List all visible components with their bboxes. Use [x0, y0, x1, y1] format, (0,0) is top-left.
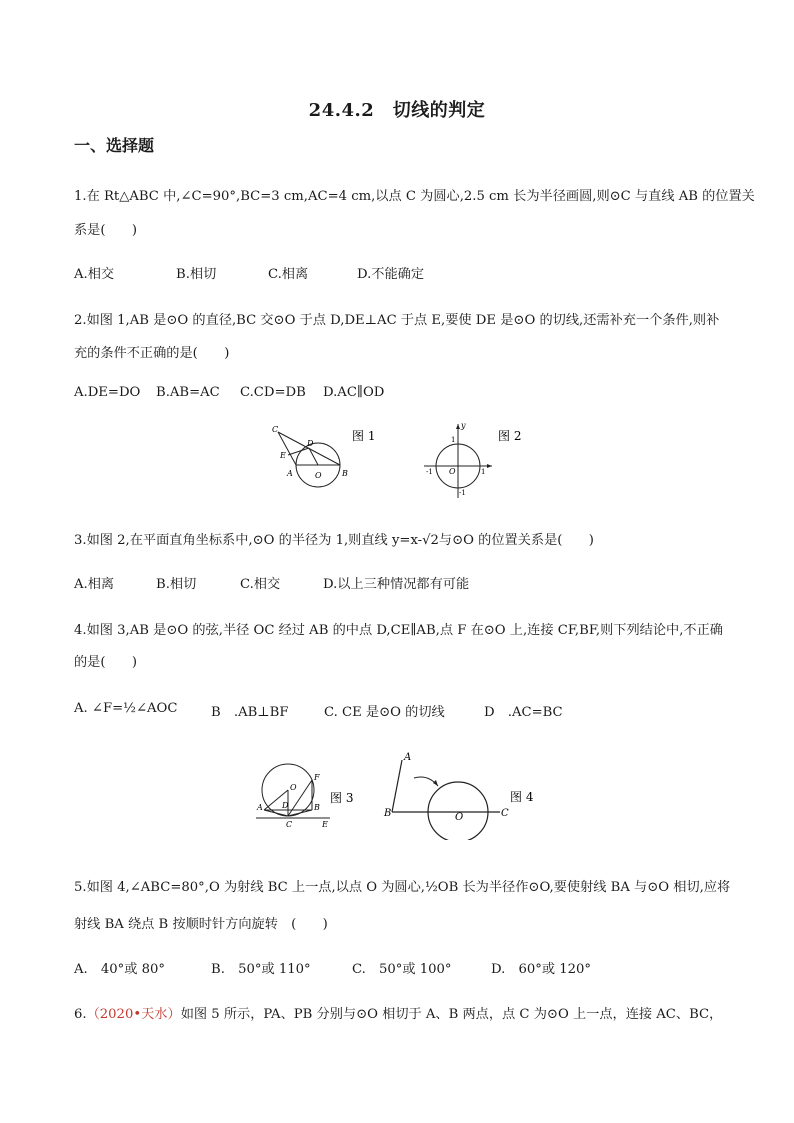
fig4-point-a: A	[404, 752, 412, 763]
fig3-point-o: O	[290, 783, 297, 792]
q4-options	[0, 701, 794, 721]
q5-option-d: D. 60°或 120°	[491, 962, 592, 977]
fig3-point-c: C	[286, 820, 293, 829]
fig3-point-d: D	[282, 801, 289, 810]
figure-4	[380, 750, 550, 840]
fig2-tick-bottom: -1	[459, 489, 466, 497]
q3-option-b: B.相切	[156, 577, 197, 592]
fig1-point-a: A	[287, 469, 293, 478]
fig4-point-b: B	[384, 808, 392, 819]
q3-line1: 3.如图 2,在平面直角坐标系中,⊙O 的半径为 1,则直线 y=x-√2与⊙O 的位置关系是( )	[74, 533, 594, 548]
fig2-tick-top: 1	[451, 436, 456, 444]
q1-option-b: B.相切	[176, 267, 217, 282]
q1-option-d: D.不能确定	[357, 267, 425, 282]
q6-line1	[74, 1003, 722, 1022]
fig1-point-e: E	[280, 451, 286, 460]
q1-options	[0, 263, 794, 283]
q4-option-d: D .AC=BC	[484, 705, 563, 720]
q5-options	[0, 958, 794, 978]
fig2-label: 图 2	[498, 429, 522, 443]
q3-options	[0, 573, 794, 593]
q4-option-a: A. ∠F=½∠AOC	[74, 701, 178, 716]
q1-option-c: C.相离	[268, 267, 309, 282]
fig3-point-b: B	[314, 803, 320, 812]
figure-1	[268, 420, 378, 490]
q5-option-b: B. 50°或 110°	[211, 962, 311, 977]
fig1-label: 图 1	[352, 429, 376, 443]
fig2-origin: O	[449, 467, 456, 476]
figure-3	[252, 760, 362, 830]
q2-option-d: D.AC∥OD	[323, 385, 385, 400]
figure-2	[420, 418, 530, 500]
q6-source: （2020•天水）	[86, 1007, 181, 1022]
fig1-point-b: B	[342, 469, 348, 478]
q2-option-b: B.AB=AC	[156, 385, 220, 400]
q4-option-c: C. CE 是⊙O 的切线	[324, 705, 445, 720]
q2-option-a: A.DE=DO	[74, 385, 141, 400]
q2-line2: 充的条件不正确的是( )	[74, 346, 230, 361]
fig4-label: 图 4	[510, 790, 534, 804]
q4-option-b: B .AB⊥BF	[211, 705, 289, 720]
q3-option-c: C.相交	[240, 577, 281, 592]
q5-option-a: A. 40°或 80°	[74, 962, 166, 977]
fig4-point-c: C	[501, 808, 509, 819]
q1-option-a: A.相交	[74, 267, 115, 282]
fig3-label: 图 3	[330, 791, 354, 805]
fig1-point-d: D	[307, 439, 314, 448]
q5-line2: 射线 BA 绕点 B 按顺时针方向旋转 ( )	[74, 917, 328, 932]
fig1-point-o: O	[315, 471, 322, 480]
q4-line1: 4.如图 3,AB 是⊙O 的弦,半径 OC 经过 AB 的中点 D,CE∥AB,点 F 在⊙O 上,连接 CF,BF,则下列结论中,不正确	[74, 623, 723, 638]
page-title: 24.4.2 切线的判定	[308, 100, 486, 121]
q6-text: 如图 5 所示，PA、PB 分别与⊙O 相切于 A、B 两点，点 C 为⊙O 上一点，连接 AC、BC，	[180, 1007, 723, 1022]
q1-line1: 1.在 Rt△ABC 中,∠C=90°,BC=3 cm,AC=4 cm,以点 C 为圆心,2.5 cm 长为半径画圆,则⊙C 与直线 AB 的位置关	[74, 189, 755, 204]
q2-option-c: C.CD=DB	[240, 385, 306, 400]
section-heading: 一、选择题	[74, 136, 155, 155]
fig3-point-f: F	[314, 773, 320, 782]
q4-line2: 的是( )	[74, 655, 138, 670]
fig1-point-c: C	[272, 425, 279, 434]
q6-number: 6.	[74, 1007, 87, 1022]
q2-line1: 2.如图 1,AB 是⊙O 的直径,BC 交⊙O 于点 D,DE⊥AC 于点 E,要使 DE 是⊙O 的切线,还需补充一个条件,则补	[74, 313, 720, 328]
fig3-point-a: A	[257, 803, 263, 812]
fig3-point-e: E	[322, 820, 328, 829]
q3-option-a: A.相离	[74, 577, 115, 592]
fig2-axis-y: y	[461, 421, 466, 430]
q5-line1: 5.如图 4,∠ABC=80°,O 为射线 BC 上一点,以点 O 为圆心,½OB 长为半径作⊙O,要使射线 BA 与⊙O 相切,应将	[74, 880, 731, 895]
q5-option-c: C. 50°或 100°	[352, 962, 452, 977]
q2-options	[0, 385, 794, 405]
q1-line2: 系是( )	[74, 223, 138, 238]
fig2-tick-right: 1	[481, 468, 486, 476]
q3-option-d: D.以上三种情况都有可能	[323, 577, 470, 592]
fig4-point-o: O	[455, 812, 464, 823]
fig2-tick-left: -1	[426, 468, 433, 476]
